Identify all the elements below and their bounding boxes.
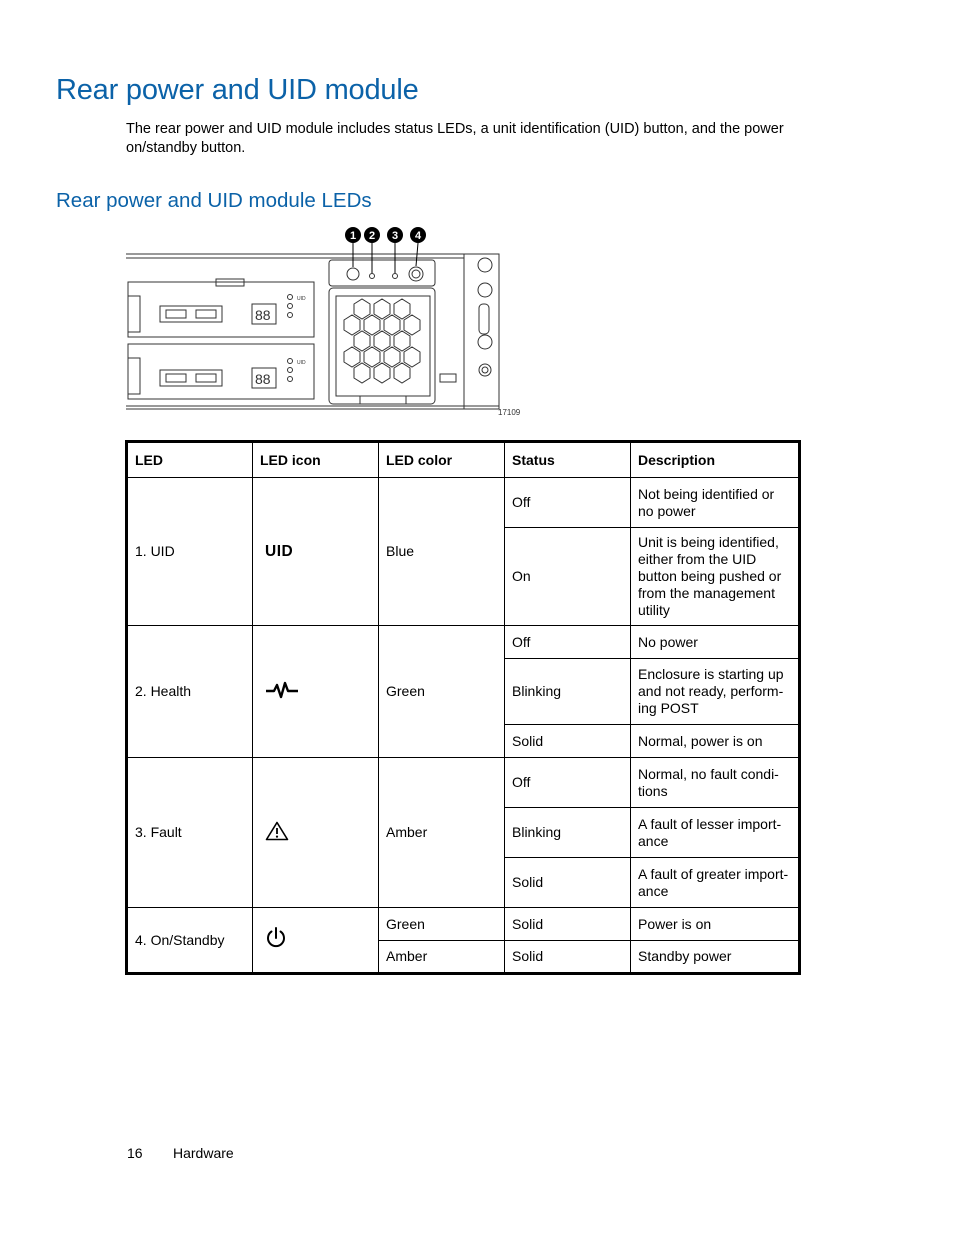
callout-1: 1 (349, 230, 357, 242)
led-description: Normal, no fault condi-tions (631, 758, 800, 808)
led-status: Off (505, 478, 631, 528)
seg-display-lower: 88 (255, 371, 271, 387)
led-description: Standby power (631, 941, 800, 974)
section-title: Rear power and UID module LEDs (56, 189, 372, 212)
table-header-row (127, 442, 800, 478)
health-pulse-icon (253, 626, 379, 758)
led-status: Solid (505, 941, 631, 974)
led-name: 2. Health (127, 626, 253, 758)
led-color: Green (379, 626, 505, 758)
led-description: Not being identified or no power (631, 478, 800, 528)
rear-panel-figure (124, 224, 524, 424)
led-color: Amber (379, 758, 505, 908)
panel-uid-label: UID (297, 296, 306, 302)
footer-section: Hardware (173, 1145, 234, 1161)
uid-text-icon (253, 478, 379, 626)
page-footer (127, 1145, 234, 1161)
table-row (127, 478, 800, 528)
led-color: Blue (379, 478, 505, 626)
led-description: A fault of lesser import-ance (631, 808, 800, 858)
callout-2: 2 (368, 230, 376, 242)
led-description: No power (631, 626, 800, 659)
led-description: Enclosure is starting up and not ready, perform-ing POST (631, 659, 800, 725)
fault-warning-icon (253, 758, 379, 908)
header-description: Description (631, 442, 800, 478)
callout-markers (345, 227, 426, 273)
led-name: 4. On/Standby (127, 908, 253, 974)
led-status: Solid (505, 725, 631, 758)
led-description: Unit is being identified, either from the UID button being pushed or from the management utility (631, 528, 800, 626)
figure-id: 17109 (498, 408, 521, 417)
led-status: Blinking (505, 808, 631, 858)
led-color: Amber (379, 941, 505, 974)
page-title: Rear power and UID module (56, 74, 419, 106)
health-pulse-svg (265, 680, 299, 700)
led-description: Normal, power is on (631, 725, 800, 758)
panel-uid-label-lower: UID (297, 360, 306, 366)
header-led-color: LED color (379, 442, 505, 478)
table-row (127, 626, 800, 659)
table-row (127, 758, 800, 808)
led-description: Power is on (631, 908, 800, 941)
led-status: Off (505, 758, 631, 808)
led-status: Blinking (505, 659, 631, 725)
header-led: LED (127, 442, 253, 478)
led-table (125, 440, 801, 975)
led-name: 1. UID (127, 478, 253, 626)
fault-warning-svg (265, 821, 289, 841)
table-row (127, 908, 800, 941)
led-name: 3. Fault (127, 758, 253, 908)
led-status: Solid (505, 858, 631, 908)
led-color: Green (379, 908, 505, 941)
page-number: 16 (127, 1145, 143, 1161)
header-led-icon: LED icon (253, 442, 379, 478)
uid-icon-label: UID (265, 543, 294, 560)
rear-panel-drawing (124, 224, 524, 424)
led-description: A fault of greater import-ance (631, 858, 800, 908)
led-status: Solid (505, 908, 631, 941)
intro-paragraph: The rear power and UID module includes status LEDs, a unit identification (UID) button, and the power on/standby button. (126, 121, 784, 156)
seg-display-upper: 88 (255, 307, 271, 323)
power-icon (253, 908, 379, 974)
power-svg (265, 926, 287, 950)
led-status: On (505, 528, 631, 626)
header-status: Status (505, 442, 631, 478)
led-status: Off (505, 626, 631, 659)
callout-3: 3 (391, 230, 399, 242)
callout-4: 4 (414, 230, 422, 242)
